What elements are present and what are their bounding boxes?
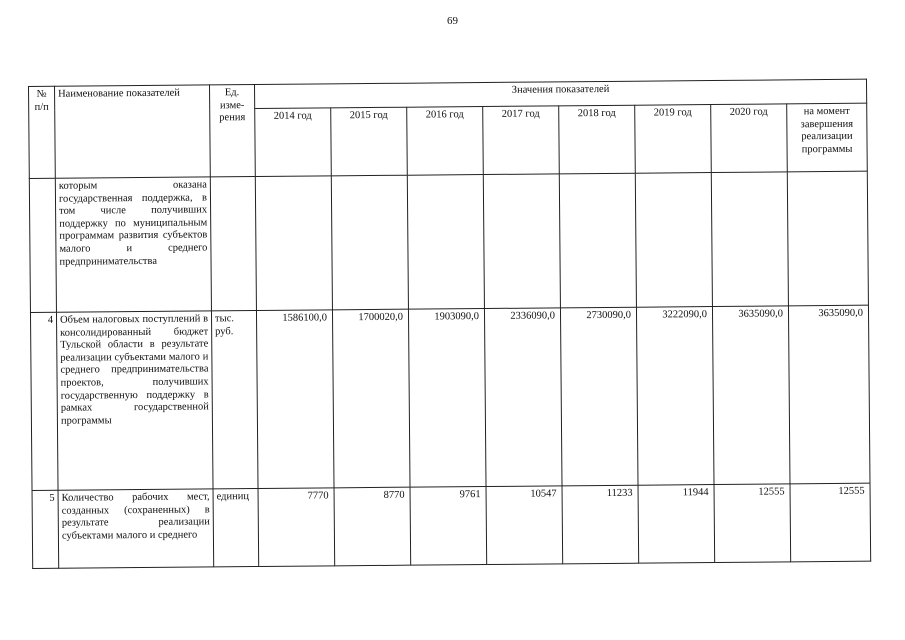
- row-name: которым оказана государственная поддержка, в том числе получивших поддержку по муниципальным программам развития субъектов малого и среднего предпринимательства: [55, 177, 211, 312]
- row-value: [255, 176, 332, 311]
- row-no: [29, 178, 56, 312]
- row-value: [407, 175, 484, 310]
- row-value: 8770: [334, 487, 411, 566]
- row-value: [483, 174, 560, 309]
- row-value: 3635090,0: [788, 305, 870, 484]
- header-no: № п/п: [29, 86, 56, 178]
- row-value: [635, 173, 712, 308]
- table-row: [29, 171, 868, 312]
- table-row: [30, 305, 870, 490]
- row-unit: тыс. руб.: [211, 311, 258, 489]
- row-value: 2336090,0: [484, 308, 562, 487]
- row-value: [331, 175, 408, 310]
- header-year: 2020 год: [711, 104, 788, 173]
- row-value: 1700020,0: [332, 309, 410, 488]
- row-value: 12555: [790, 483, 871, 562]
- header-name: Наименование показателей: [55, 85, 211, 178]
- row-value: [559, 173, 636, 308]
- header-completion: на момент завершения реализации программы: [787, 103, 868, 172]
- row-value: 1903090,0: [408, 309, 486, 488]
- page-number: 69: [447, 15, 458, 27]
- header-values-group: Значения показателей: [254, 79, 866, 108]
- row-value: 3222090,0: [636, 307, 714, 486]
- row-value: 1586100,0: [256, 310, 334, 489]
- row-value: [787, 171, 868, 306]
- row-no: 4: [30, 312, 58, 490]
- header-year: 2015 год: [331, 107, 408, 176]
- row-value: [711, 172, 788, 307]
- row-name: Количество рабочих мест, созданных (сохраненных) в результате реализации субъектами малого и среднего: [58, 489, 214, 568]
- row-no: 5: [32, 490, 59, 568]
- row-value: 7770: [258, 488, 335, 567]
- header-year: 2018 год: [559, 105, 636, 174]
- header-year: 2016 год: [407, 107, 484, 176]
- row-value: 10547: [486, 486, 563, 565]
- header-year: 2019 год: [635, 105, 712, 174]
- row-value: 11944: [638, 485, 715, 564]
- header-year: 2017 год: [483, 106, 560, 175]
- table-row: [32, 483, 871, 568]
- row-unit: [210, 177, 256, 311]
- row-value: 2730090,0: [560, 307, 638, 486]
- row-unit: единиц: [213, 489, 259, 567]
- header-year: 2014 год: [255, 108, 332, 177]
- header-unit: Ед. изме-рения: [209, 85, 255, 177]
- row-name: Объем налоговых поступлений в консолидированный бюджет Тульской области в результате реализации субъектами малого и среднего предпринимательства проектов, получивших государственную поддержку в рамках государственной программы: [56, 311, 213, 490]
- row-value: 11233: [562, 485, 639, 564]
- row-value: 9761: [410, 487, 487, 566]
- row-value: 12555: [714, 484, 791, 563]
- indicators-table: [28, 79, 871, 569]
- row-value: 3635090,0: [712, 306, 790, 485]
